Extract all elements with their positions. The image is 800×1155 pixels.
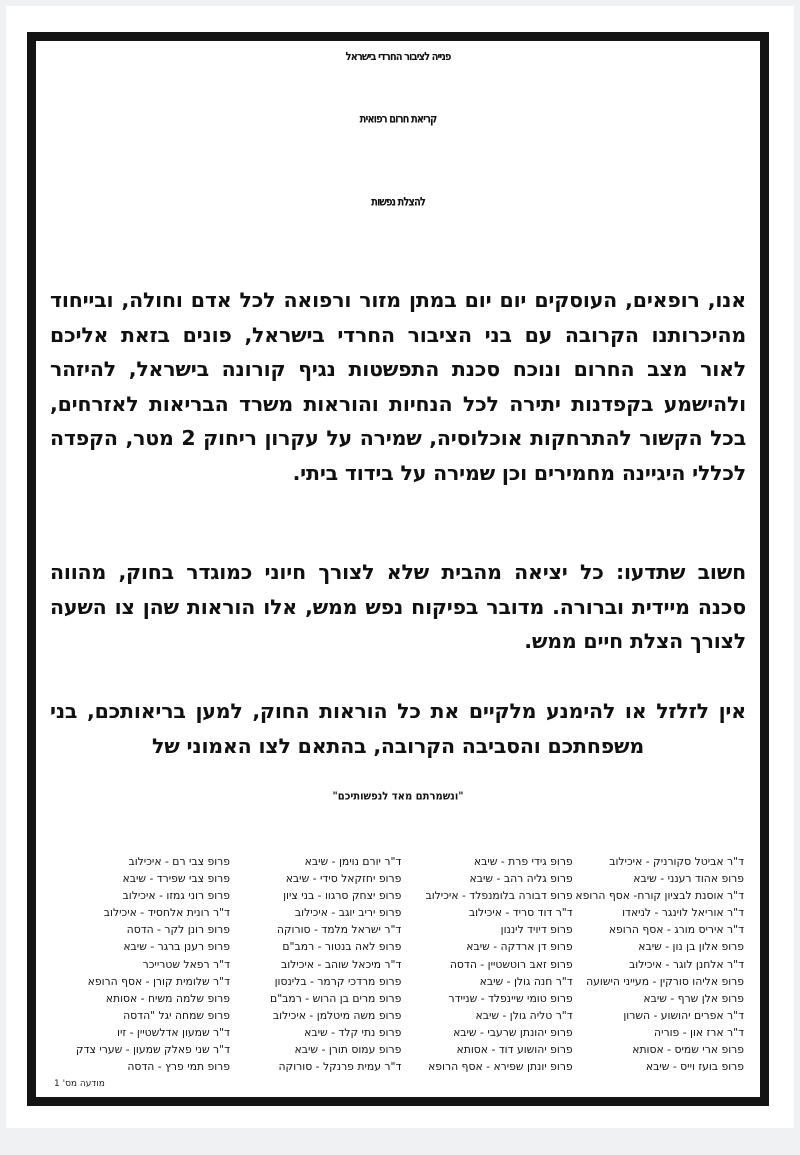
signature-entry: פרופ יהונתן שרעבי - שיבא (453, 1025, 573, 1039)
signature-entry: פרופ דן ארדקה - שיבא (466, 940, 573, 954)
signature-entry: פרופ גידי פרת - שיבא (473, 855, 573, 868)
signature-entry: פרופ אליהו סורקין - מעייני הישועה (586, 974, 744, 988)
signature-entry: ד"ר שמעון אדלשטיין - זיו (117, 1025, 231, 1039)
signature-entry: פרופ משה מיטלמן - איכילוב (272, 1008, 402, 1022)
signatures-list (60, 853, 744, 1075)
signatures-column (403, 853, 573, 1075)
notice-content (36, 41, 760, 1097)
signatures-column (231, 853, 401, 1075)
paragraph-appeal: אנו, רופאים, העוסקים יום יום במתן מזור ורפואה לכל אדם וחולה, ובייחוד מהיכרותנו הקרובה עם בני הציבור החרדי בישראל, פונים בזאת אליכם לאור מצב החרום ונוכח סכנת התפשטות נגיף קורונה בישראל, להיזהר ולהישמע בקפדנות יתירה לכל הנחיות והוראות משרד הבריאות לאזרחים, בכל הקשור להתרחקות אוכלוסיה, שמירה על עקרון ריחוק 2 מטר, הקפדה לכללי היגיינה מחמירים וכן שמירה על בידוד ביתי. (50, 288, 746, 485)
signature-entry: ד"ר איריס מורג - אסף הרופא (608, 923, 744, 937)
signature-entry: ד"ר שני פאלק שמעון - שערי צדק (75, 1043, 231, 1057)
signature-entry: ד"ר ישראל מלמד - סורוקה (276, 923, 402, 937)
signature-entry: פרופ בועז וייס - שיבא (645, 1060, 744, 1074)
signature-entry: ד"ר מיכאל שוהב - איכילוב (280, 957, 402, 971)
signature-entry: ד"ר רונית אלחסיד - איכילוב (103, 906, 231, 920)
slogan: "ונשמרתם מאד לנפשותיכם" (332, 791, 464, 803)
signature-entry: ד"ר שלומית קורן - אסף הרופא (87, 974, 231, 988)
signature-entry: פרופ אלון בן נון - שיבא (638, 940, 744, 954)
signatures-column (60, 853, 230, 1075)
page (6, 6, 794, 1128)
notice-frame (27, 32, 769, 1106)
signature-entry: פרופ יריב יוגב - איכילוב (294, 906, 402, 920)
signature-entry: ד"ר אוסנת לבציון קורח- אסף הרופא (575, 889, 744, 903)
headline-line-2: קריאת חרום רפואית (359, 113, 437, 126)
headline-line-1: פנייה לציבור החרדי בישראל (345, 51, 451, 64)
signature-entry: פרופ טומי שיינפלד - שניידר (448, 991, 573, 1005)
signatures-column (574, 853, 744, 1075)
signature-entry: פרופ אהוד רענני - שיבא (633, 872, 744, 886)
signature-entry: פרופ שמחה יגל "הדסה (123, 1008, 231, 1022)
notice-number: מודעה מס' 1 (54, 1079, 105, 1089)
signature-entry: פרופ נתי קלד - שיבא (304, 1025, 402, 1039)
signature-entry: פרופ רונן לקר - הדסה (126, 923, 231, 937)
signature-entry: פרופ רענן ברגר - שיבא (123, 940, 231, 954)
signature-entry: פרופ אלן שרף - שיבא (643, 991, 744, 1005)
paragraph-important: חשוב שתדעו: כל יציאה מהבית שלא לצורך חיוני כמוגדר בחוק, מהווה סכנה מיידית וברורה. מדובר בפיקוח נפש ממש, אלו הוראות שהן צו השעה לצורך הצלת חיים ממש. (50, 560, 746, 653)
signature-entry: פרופ לאה בנטור - רמב"ם (282, 940, 402, 954)
signature-entry: ד"ר אפרים יהושוע - השרון (623, 1008, 744, 1022)
signature-entry: פרופ צבי שפירד - שיבא (122, 872, 231, 886)
signature-entry: ד"ר דוד סריד - איכילוב (468, 906, 573, 920)
signature-entry: ד"ר חנה גולן - שיבא (479, 974, 573, 988)
signature-entry: פרופ יהושוע דוד - אסותא (456, 1043, 573, 1057)
signature-entry: פרופ יונתן שפירא - אסף הרופא (428, 1060, 573, 1074)
signature-entry: פרופ יחזקאל סידי - שיבא (285, 872, 402, 886)
signature-entry: פרופ מרים בן הרוש - רמב"ם (270, 991, 402, 1005)
signature-entry: פרופ שלמה משיח - אסותא (105, 991, 231, 1005)
signature-entry: פרופ רוני גמזו - איכילוב (122, 889, 231, 903)
signature-entry: ד"ר אלחנן לוגר - איכילוב (629, 957, 744, 971)
signature-entry: פרופ עמוס תורן - שיבא (294, 1043, 402, 1057)
signature-entry: פרופ ארי שמיס - אסותא (632, 1043, 744, 1057)
paragraph-law: אין לזלזל או להימנע מלקיים את כל הוראות החוק, למען בריאותכם, בני משפחתכם והסביבה הקרובה, בהתאם לצו האמוני של (50, 699, 746, 758)
headline-line-3: להצלת נפשות (371, 196, 425, 209)
signature-entry: פרופ צבי רם - איכילוב (128, 855, 231, 868)
signature-entry: ד"ר יורם נוימן - שיבא (304, 855, 402, 868)
signature-entry: ד"ר עמית פרנקל - סורוקה (278, 1060, 402, 1074)
signature-entry: ד"ר רפאל שטרייכר (142, 957, 231, 971)
signature-entry: פרופ מרדכי קרמר - בלינסון (274, 974, 402, 988)
signature-entry: פרופ תמי פרץ - הדסה (127, 1060, 231, 1074)
signature-entry: ד"ר אביטל סקורניק - איכילוב (609, 855, 744, 868)
signature-entry: פרופ גליה רהב - שיבא (469, 872, 573, 886)
signature-entry: ד"ר אוריאל לוינגר - לניאדו (622, 906, 744, 920)
signature-entry: ד"ר ארז און - פוריה (654, 1025, 744, 1039)
signature-entry: פרופ יצחק סרגוו - בני ציון (283, 889, 402, 903)
signature-entry: ד"ר טליה גולן - שיבא (475, 1008, 573, 1022)
signature-entry: פרופ דבורה בלומנפלד - איכילוב (425, 889, 573, 903)
signature-entry: פרופ זאב רוטשטיין - הדסה (449, 957, 573, 971)
signature-entry: פרופ דיויד ליננון (500, 923, 573, 937)
